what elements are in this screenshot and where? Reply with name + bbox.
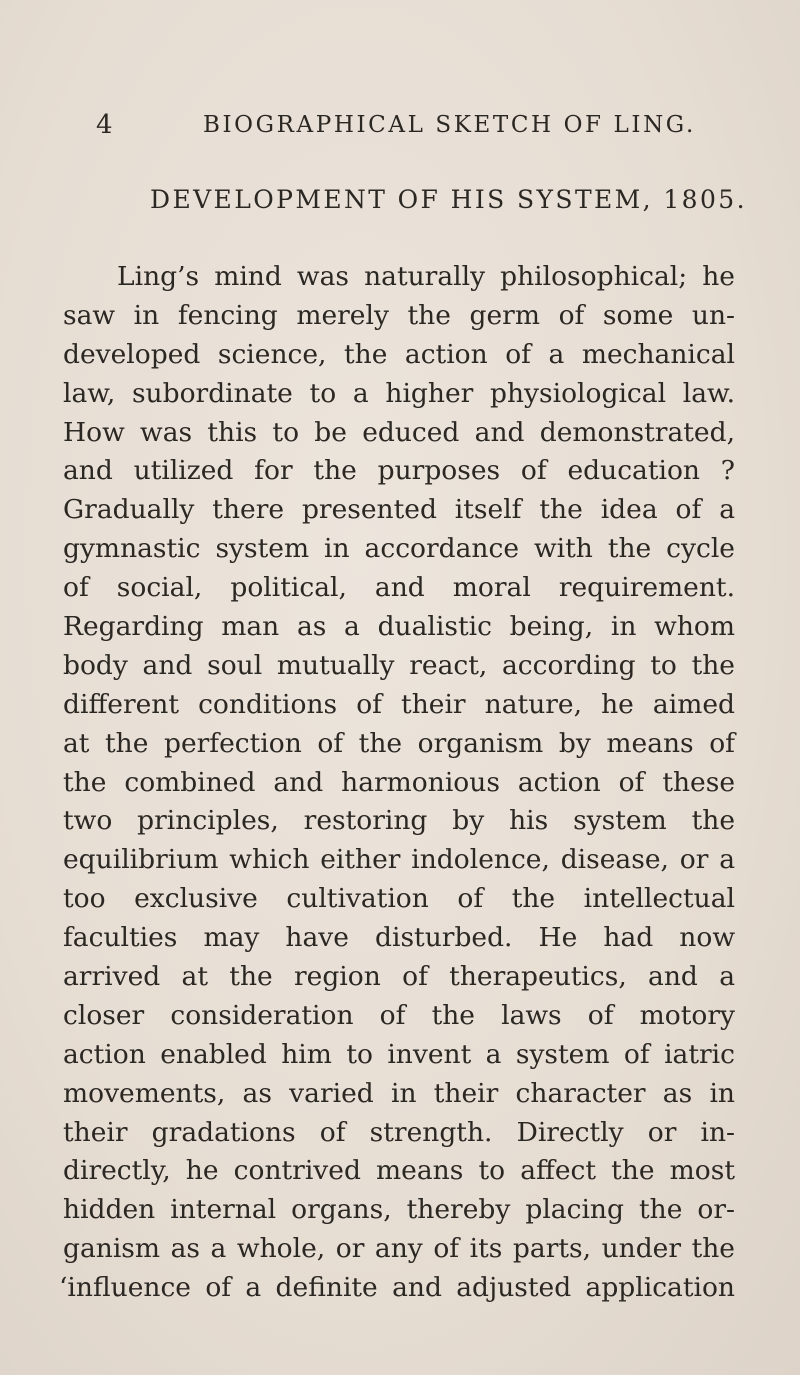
text-line: different conditions of their nature, he aimed	[63, 688, 735, 720]
text-line: arrived at the region of therapeutics, and a	[63, 961, 735, 993]
text-line: action enabled him to invent a system of iatric	[63, 1038, 735, 1070]
page-number: 4	[96, 110, 113, 140]
text-line: developed science, the action of a mechanical	[63, 338, 735, 370]
text-line: Ling’s mind was naturally philosophical; he	[117, 261, 735, 292]
text-line: saw in fencing merely the germ of some un-	[63, 299, 735, 331]
text-line: gymnastic system in accordance with the cycle	[63, 533, 735, 565]
text-line: their gradations of strength. Directly or in-	[63, 1116, 735, 1148]
text-line: too exclusive cultivation of the intellectual	[63, 883, 735, 915]
body-paragraph	[59, 258, 735, 1308]
text-line: equilibrium which either indolence, disease, or a	[63, 844, 735, 876]
text-line: ‘influence of a definite and adjusted application	[59, 1272, 735, 1304]
text-line: law, subordinate to a higher physiological law.	[63, 377, 735, 409]
text-line: and utilized for the purposes of education ?	[63, 455, 735, 487]
running-head	[96, 110, 756, 146]
text-line: body and soul mutually react, according to the	[63, 649, 735, 681]
text-line: How was this to be educed and demonstrated,	[63, 416, 735, 448]
text-line: hidden internal organs, thereby placing the or-	[63, 1194, 735, 1226]
text-line: ganism as a whole, or any of its parts, under the	[63, 1233, 735, 1265]
section-heading: DEVELOPMENT OF HIS SYSTEM, 1805.	[150, 185, 747, 214]
text-line: of social, political, and moral requirement.	[63, 572, 735, 604]
text-line: directly, he contrived means to affect the most	[63, 1155, 735, 1187]
text-line: two principles, restoring by his system the	[63, 805, 735, 837]
text-line: faculties may have disturbed. He had now	[63, 922, 735, 954]
text-line: at the perfection of the organism by means of	[63, 727, 735, 759]
text-line: Regarding man as a dualistic being, in whom	[63, 611, 735, 643]
running-head-title: BIOGRAPHICAL SKETCH OF LING.	[203, 112, 696, 138]
text-line: the combined and harmonious action of these	[63, 766, 735, 798]
text-line: Gradually there presented itself the idea of a	[63, 494, 735, 526]
text-line: movements, as varied in their character as in	[63, 1077, 735, 1109]
text-line: closer consideration of the laws of motory	[63, 999, 735, 1031]
